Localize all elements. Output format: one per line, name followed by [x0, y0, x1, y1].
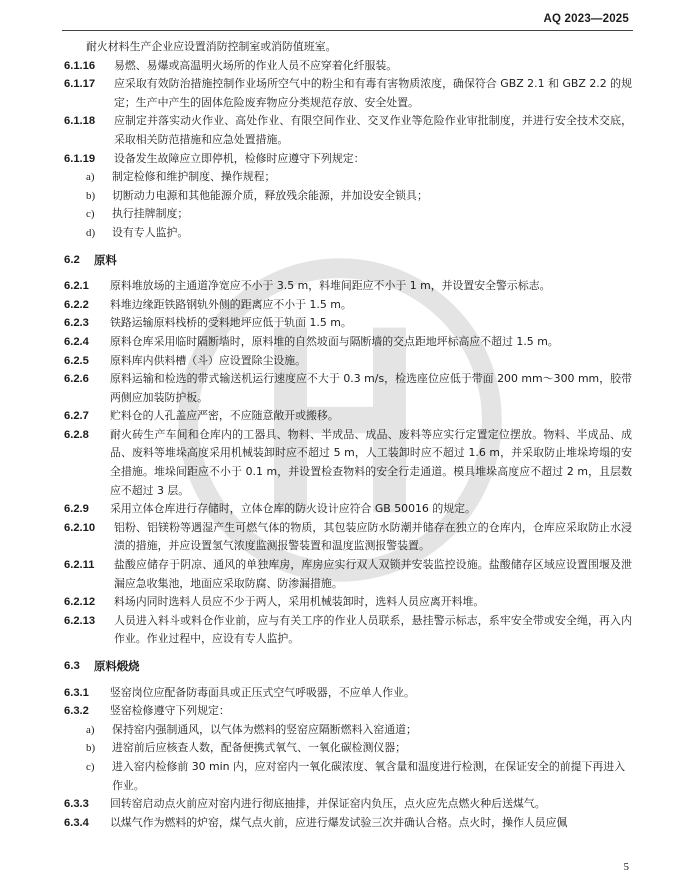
list-text: 进入窑内检修前 30 min 内，应对窑内一氧化碳浓度、氧含量和温度进行检测，在保证安全的前提下再进入作业。: [112, 759, 626, 792]
clause-item: [64, 702, 632, 721]
list-text: 保持窑内强制通风，以气体为燃料的竖窑应隔断燃料入窑通道；: [112, 722, 417, 736]
clause-text: 竖窑检修遵守下列规定：: [110, 704, 230, 718]
clause-number: 6.2.13: [64, 614, 96, 627]
clause-number: 6.2.6: [64, 373, 89, 386]
clause-number: 6.2.12: [64, 596, 96, 609]
clause-item: [64, 519, 632, 556]
list-text: 进窑前后应核查人数，配备便携式氧气、一氧化碳检测仪器；: [112, 741, 407, 755]
list-item: [64, 205, 632, 224]
clause-text: 耐火砖生产车间和仓库内的工器具、物料、半成品、成品、废料等应实行定置定位摆放。物料、半成品、成品、废料等堆垛高度采用机械装卸时应不超过 5 m，人工装卸时应不超过 1.6 m，并采取防止堆垛垮塌的安全措施。堆垛间距应不小于 0.1 m，并设置检查物料的安全行走通道。模具堆垛高度应不超过 2 m，且层数应不超过 3 层。: [110, 427, 632, 497]
clause-text: 铝粉、铝镁粉等遇湿产生可燃气体的物质，其包装应防水防潮并储存在独立的仓库内，仓库应采取防止水浸渍的措施，并应设置氢气浓度监测报警装置和温度监测报警装置。: [114, 520, 632, 553]
list-item: [64, 721, 632, 740]
clause-number: 6.2.4: [64, 335, 89, 348]
clause-item: [64, 556, 632, 593]
clause-text: 采用立体仓库进行存储时，立体仓库的防火设计应符合 GB 50016 的规定。: [110, 502, 476, 516]
clause-text: 应制定并落实动火作业、高处作业、有限空间作业、交叉作业等危险作业审批制度，并进行安全技术交底，采取相关防范措施和应急处置措施。: [114, 114, 632, 146]
clause-text: 原料堆放场的主通道净宽应不小于 3.5 m，料堆间距应不小于 1 m，并设置安全警示标志。: [110, 279, 551, 293]
clause-text: 易燃、易爆或高温明火场所的作业人员不应穿着化纤服装。: [114, 58, 398, 72]
list-text: 制定检修和维护制度、操作规程；: [112, 170, 276, 184]
clause-item: [64, 150, 632, 169]
section-heading-6-3: [64, 657, 632, 676]
clause-item: [64, 352, 632, 371]
clause-text: 人员进入料斗或料仓作业前，应与有关工序的作业人员联系，悬挂警示标志，系牢安全带或安全绳，再入内作业。作业过程中，应设有专人监护。: [114, 613, 632, 646]
clause-text: 贮料仓的人孔盖应严密，不应随意敞开或搬移。: [110, 409, 339, 423]
clause-text: 盐酸应储存于阴凉、通风的单独库房，库房应实行双人双锁并安装监控设施。盐酸储存区域应设置围堰及泄漏应急收集池，地面应采取防腐、防渗漏措施。: [114, 558, 632, 590]
clause-item: [64, 277, 632, 296]
section-number: 6.2: [64, 253, 80, 266]
clause-text: 回转窑启动点火前应对窑内进行彻底抽排，并保证窑内负压，点火应先点燃火种后送煤气。: [110, 797, 546, 811]
clause-number: 6.1.17: [64, 78, 96, 91]
clause-item: [64, 814, 632, 833]
clause-number: 6.2.9: [64, 503, 89, 516]
clause-number: 6.3.2: [64, 705, 89, 718]
list-item: [64, 168, 632, 187]
clause-item: [64, 75, 632, 112]
clause-item: [64, 593, 632, 612]
list-label: b): [86, 189, 96, 202]
clause-number: 6.2.5: [64, 354, 89, 367]
header-rule: [62, 30, 633, 31]
clause-text: 原料仓库采用临时隔断墙时，原料堆的自然坡面与隔断墙的交点距地坪标高应不超过 1.5 m。: [110, 334, 559, 348]
intro-paragraph: 耐火材料生产企业应设置消防控制室或消防值班室。: [86, 40, 337, 53]
clause-text: 铁路运输原料栈桥的受料地坪应低于轨面 1.5 m。: [110, 316, 352, 330]
clause-text: 料堆边缘距铁路钢轨外侧的距离应不小于 1.5 m。: [110, 297, 352, 311]
clause-text: 原料库内供料槽（斗）应设置除尘设施。: [110, 353, 307, 367]
page-number: 5: [623, 861, 629, 874]
document-body: [64, 38, 632, 832]
clause-number: 6.3.1: [64, 686, 89, 699]
clause-item: [64, 57, 632, 76]
clause-number: 6.2.8: [64, 428, 89, 441]
list-label: b): [86, 742, 96, 755]
clause-group-6-1: [64, 57, 632, 169]
list-label: a): [86, 171, 95, 184]
list-text: 执行挂牌制度；: [112, 207, 189, 221]
clause-item: [64, 795, 632, 814]
clause-text: 以煤气作为燃料的炉窑，煤气点火前，应进行爆发试验三次并确认合格。点火时，操作人员应佩: [110, 815, 568, 829]
clause-number: 6.2.11: [64, 559, 95, 572]
clause-text: 料场内同时选料人员应不少于两人，采用机械装卸时，选料人员应离开料堆。: [114, 595, 485, 609]
clause-number: 6.2.2: [64, 298, 89, 311]
list-6-3-2: [64, 721, 632, 795]
clause-text: 应采取有效防治措施控制作业场所空气中的粉尘和有毒有害物质浓度，确保符合 GBZ 2.1 和 GBZ 2.2 的规定；生产中产生的固体危险废弃物应分类规范存放、安全处置。: [114, 77, 632, 109]
clause-group-6-3b: [64, 795, 632, 832]
list-label: c): [86, 208, 95, 221]
clause-item: [64, 684, 632, 703]
list-text: 切断动力电源和其他能源介质，释放残余能源，并加设安全锁具；: [112, 188, 428, 202]
clause-group-6-2: [64, 277, 632, 649]
list-6-1-19: [64, 168, 632, 242]
clause-number: 6.2.1: [64, 280, 89, 293]
clause-number: 6.2.10: [64, 521, 96, 534]
section-number: 6.3: [64, 660, 80, 672]
clause-item: [64, 314, 632, 333]
clause-item: [64, 500, 632, 519]
list-label: d): [86, 226, 96, 239]
list-label: c): [86, 760, 95, 773]
list-item: [64, 224, 632, 243]
document-code: AQ 2023—2025: [543, 13, 629, 25]
clause-item: [64, 370, 632, 407]
clause-item: [64, 333, 632, 352]
list-item: [64, 187, 632, 206]
section-heading-6-2: [64, 251, 632, 270]
clause-item: [64, 112, 632, 149]
section-title: 原料: [94, 252, 117, 267]
list-text: 设有专人监护。: [112, 225, 189, 239]
section-title: 原料煅烧: [94, 659, 140, 673]
list-item: [64, 739, 632, 758]
clause-item: [64, 296, 632, 315]
clause-item: [64, 426, 632, 500]
clause-number: 6.1.16: [64, 59, 96, 72]
clause-text: 设备发生故障应立即停机，检修时应遵守下列规定：: [114, 151, 365, 165]
clause-number: 6.3.4: [64, 816, 89, 829]
clause-text: 原料运输和检选的带式输送机运行速度应不大于 0.3 m/s，检选座位应低于带面 200 mm～300 mm，胶带两侧应加装防护板。: [110, 372, 632, 404]
list-item: [64, 758, 632, 795]
clause-group-6-3a: [64, 684, 632, 721]
clause-number: 6.2.3: [64, 317, 89, 330]
clause-number: 6.1.18: [64, 115, 96, 128]
clause-item: [64, 407, 632, 426]
clause-number: 6.2.7: [64, 410, 89, 423]
list-label: a): [86, 723, 95, 736]
clause-text: 竖窑岗位应配备防毒面具或正压式空气呼吸器，不应单人作业。: [110, 685, 415, 699]
clause-number: 6.3.3: [64, 798, 89, 811]
clause-item: [64, 612, 632, 649]
clause-number: 6.1.19: [64, 152, 96, 165]
